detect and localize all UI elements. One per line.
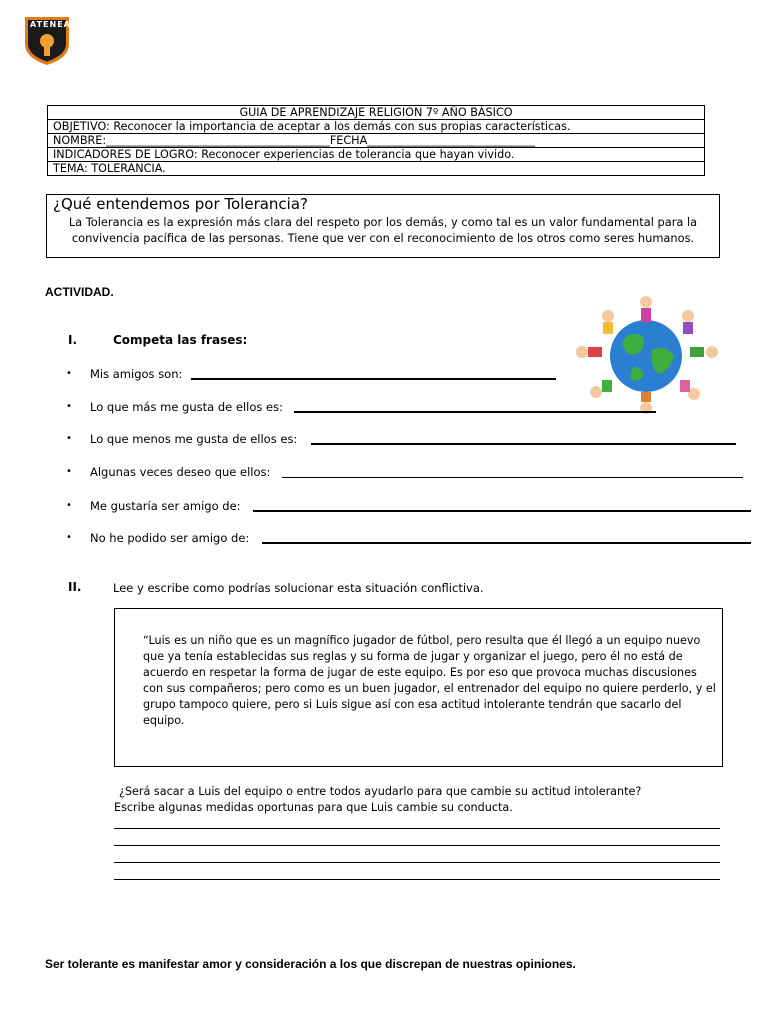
phrase-5-answer-line[interactable] — [253, 510, 751, 512]
bullet-5: • — [66, 500, 72, 511]
answer-line-4[interactable] — [114, 879, 720, 880]
header-table — [47, 105, 705, 176]
definition-title: ¿Qué entendemos por Tolerancia? — [53, 195, 308, 213]
phrase-2-answer-line[interactable] — [294, 411, 656, 413]
question-2: Escribe algunas medidas oportunas para que Luis cambie su conducta. — [114, 801, 513, 814]
section-1-number: I. — [68, 333, 78, 347]
indicators-row: INDICADORES DE LOGRO: Reconocer experiencias de tolerancia que hayan vivido. — [48, 148, 705, 162]
question-1: ¿Será sacar a Luis del equipo o entre todos ayudarlo para que cambie su actitud intolerante? — [119, 785, 642, 798]
answer-line-1[interactable] — [114, 828, 720, 829]
section-2-number: II. — [68, 580, 82, 594]
answer-line-3[interactable] — [114, 862, 720, 863]
phrase-4-label: Algunas veces deseo que ellos: — [90, 465, 271, 479]
section-1-title: Competa las frases: — [113, 333, 248, 347]
definition-text: La Tolerancia es la expresión más clara del respeto por los demás, y como tal es un valor fundamental para la convivencia pacífica de las personas. Tiene que ver con el reconocimiento de los otros como seres humanos. — [68, 215, 698, 245]
children-around-globe-icon — [570, 292, 722, 416]
objective-row: OBJETIVO: Reconocer la importancia de aceptar a los demás con sus propias características. — [48, 120, 705, 134]
phrase-6-label: No he podido ser amigo de: — [90, 531, 250, 545]
phrase-3-label: Lo que menos me gusta de ellos es: — [90, 432, 298, 446]
section-2-title: Lee y escribe como podrías solucionar esta situación conflictiva. — [113, 581, 484, 595]
bullet-4: • — [66, 466, 72, 477]
bullet-6: • — [66, 532, 72, 543]
logo-text: ATENEA — [30, 20, 71, 29]
phrase-1-label: Mis amigos son: — [90, 367, 183, 381]
phrase-4-answer-line[interactable] — [282, 477, 743, 478]
case-box — [114, 608, 723, 767]
phrase-3-answer-line[interactable] — [311, 443, 736, 445]
footer-quote: Ser tolerante es manifestar amor y consideración a los que discrepan de nuestras opiniones. — [45, 957, 576, 971]
name-date-row: NOMBRE:________________________________________FECHA______________________________ — [48, 134, 705, 148]
topic-row: TEMA: TOLERANCIA. — [48, 162, 705, 176]
phrase-6-answer-line[interactable] — [262, 542, 751, 544]
bullet-1: • — [66, 368, 72, 379]
case-text: “Luis es un niño que es un magnífico jugador de fútbol, pero resulta que él llegó a un equipo nuevo que ya tenía establecidas sus reglas y su forma de jugar y organizar el juego, pero él no está de acuerdo en respetar la forma de jugar de este equipo. Es por eso que provoca muchas discusiones con sus compañeros; pero como es un buen jugador, el entrenador del equipo no quiere perderlo, y el grupo tampoco quiere, pero si Luis sigue así con esa actitud intolerante tendrán que sacarlo del equipo. — [143, 634, 716, 727]
bullet-3: • — [66, 433, 72, 444]
school-logo — [22, 14, 72, 66]
phrase-1-answer-line[interactable] — [191, 378, 556, 380]
bullet-2: • — [66, 401, 72, 412]
phrase-5-label: Me gustaría ser amigo de: — [90, 499, 241, 513]
guide-title: GUIA DE APRENDIZAJE RELIGIÓN 7º AÑO BÁSICO — [48, 106, 705, 120]
answer-line-2[interactable] — [114, 845, 720, 846]
questions — [114, 784, 641, 816]
definition-box — [46, 194, 720, 258]
activity-label: ACTIVIDAD. — [45, 285, 114, 299]
phrase-2-label: Lo que más me gusta de ellos es: — [90, 400, 283, 414]
